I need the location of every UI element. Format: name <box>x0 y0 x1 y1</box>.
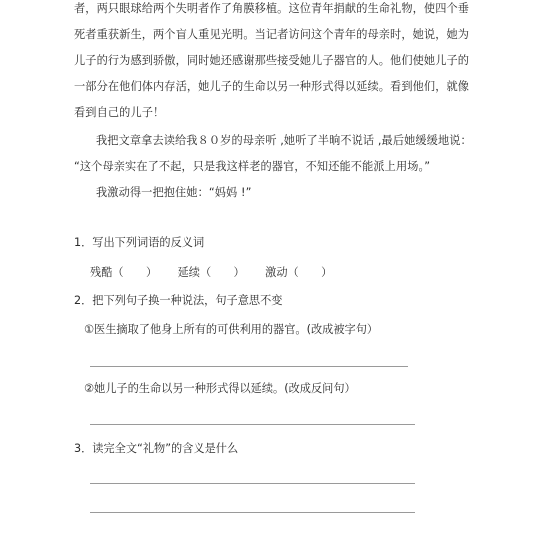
answer-line-2-1[interactable] <box>90 366 408 367</box>
answer-line-3-2[interactable] <box>90 512 415 513</box>
answer-line-3-1[interactable] <box>90 483 415 484</box>
question-2-title: 2．把下列句子换一种说法，句子意思不变 <box>74 294 283 307</box>
question-1-items <box>90 266 332 280</box>
passage-line-2: 死者重获新生，两个盲人重见光明。当记者访问这个青年的母亲时，她说，她为 <box>74 28 470 41</box>
passage-line-3: 儿子的行为感到骄傲，同时她还感谢那些接受她儿子器官的人。他们使她儿子的 <box>74 54 470 67</box>
antonym-item-2[interactable]: 延续（ ） <box>177 266 245 279</box>
question-2-sub-2: ②她儿子的生命以另一种形式得以延续。(改成反问句） <box>84 382 356 395</box>
question-2-sub-1: ①医生摘取了他身上所有的可供利用的器官。(改成被字句） <box>84 323 379 336</box>
paragraph-2-line-2: “这个母亲实在了不起，只是我这样老的器官，不知还能不能派上用场。” <box>74 160 431 173</box>
antonym-item-3[interactable]: 激动（ ） <box>265 266 333 279</box>
passage-line-1: 者，两只眼球给两个失明者作了角膜移植。这位青年捐献的生命礼物，使四个垂 <box>74 2 470 15</box>
question-3-title: 3．读完全文“礼物”的含义是什么 <box>74 442 239 455</box>
question-1-title: 1．写出下列词语的反义词 <box>74 236 205 249</box>
paragraph-3: 我激动得一把抱住她：“妈妈 !” <box>96 186 252 199</box>
passage-line-5: 看到自己的儿子！ <box>74 106 165 119</box>
paragraph-2-line-1: 我把文章拿去读给我８０岁的母亲听 ,她听了半晌不说话 ,最后她缓缓地说： <box>96 134 472 147</box>
answer-line-2-2[interactable] <box>90 424 415 425</box>
passage-line-4: 一部分在他们体内存活，她儿子的生命以另一种形式得以延续。看到他们，就像 <box>74 80 470 93</box>
antonym-item-1[interactable]: 残酷（ ） <box>90 266 158 279</box>
